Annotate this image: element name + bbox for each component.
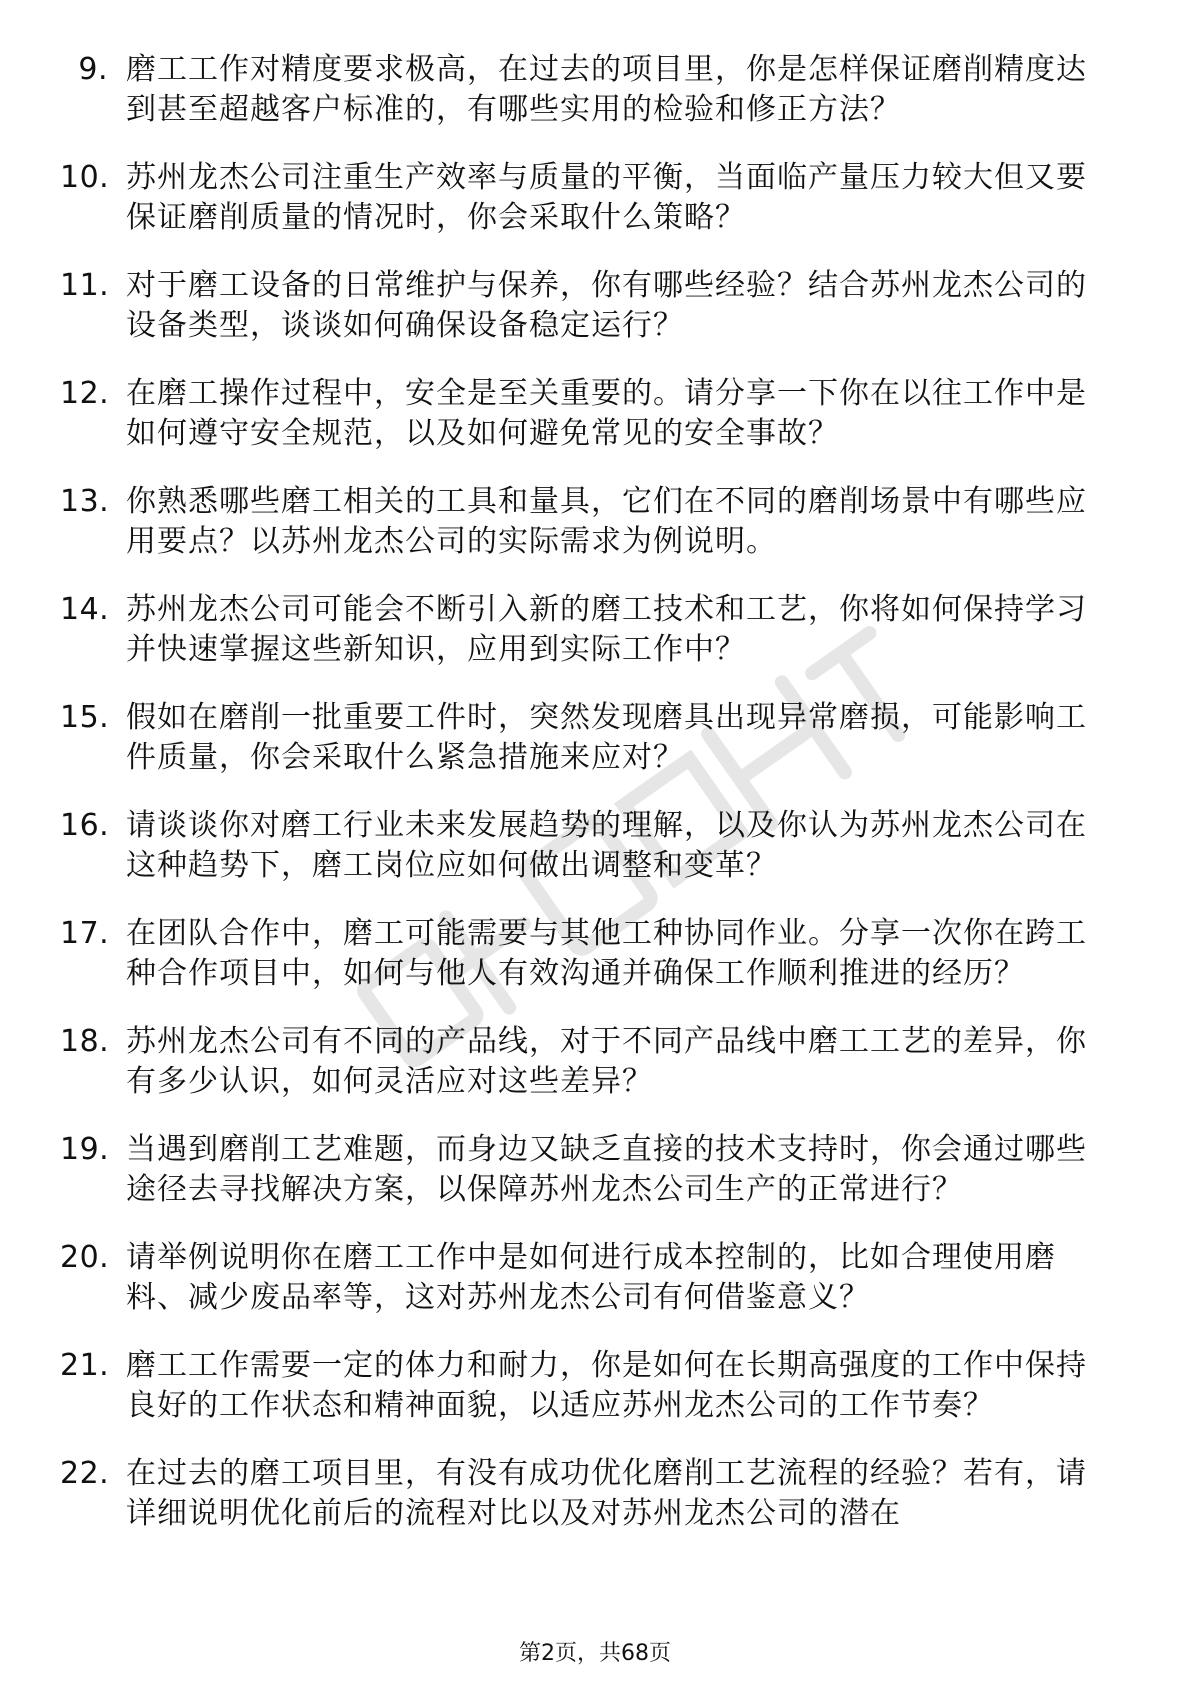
question-text: 请举例说明你在磨工工作中是如何进行成本控制的，比如合理使用磨料、减少废品率等，这对苏州龙杰公司有何借鉴意义？ [126,1240,1056,1315]
list-item [0,1130,1190,1210]
question-number: 16. [60,808,110,843]
question-number: 13. [60,484,110,519]
list-item [0,158,1190,238]
list-item [0,590,1190,670]
question-number: 17. [60,916,110,951]
list-item [0,806,1190,886]
question-text: 在磨工操作过程中，安全是至关重要的。请分享一下你在以往工作中是如何遵守安全规范，以及如何避免常见的安全事故？ [126,376,1087,451]
list-item [0,1238,1190,1318]
question-text: 苏州龙杰公司注重生产效率与质量的平衡，当面临产量压力较大但又要保证磨削质量的情况时，你会采取什么策略？ [126,160,1087,235]
question-number: 18. [60,1024,110,1059]
question-text: 磨工工作需要一定的体力和耐力，你是如何在长期高强度的工作中保持良好的工作状态和精神面貌，以适应苏州龙杰公司的工作节奏？ [126,1348,1087,1423]
question-text: 你熟悉哪些磨工相关的工具和量具，它们在不同的磨削场景中有哪些应用要点？以苏州龙杰公司的实际需求为例说明。 [126,484,1087,559]
list-item [0,482,1190,562]
question-number: 19. [60,1132,110,1167]
question-text: 在过去的磨工项目里，有没有成功优化磨削工艺流程的经验？若有，请详细说明优化前后的流程对比以及对苏州龙杰公司的潜在 [126,1456,1087,1531]
list-item [0,50,1190,130]
question-number: 10. [60,160,110,195]
question-text: 磨工工作对精度要求极高，在过去的项目里，你是怎样保证磨削精度达到甚至超越客户标准的，有哪些实用的检验和修正方法？ [126,52,1087,127]
question-text: 对于磨工设备的日常维护与保养，你有哪些经验？结合苏州龙杰公司的设备类型，谈谈如何确保设备稳定运行？ [126,268,1087,343]
list-item [0,1454,1190,1534]
list-item [0,698,1190,778]
question-text: 苏州龙杰公司有不同的产品线，对于不同产品线中磨工工艺的差异，你有多少认识，如何灵活应对这些差异？ [126,1024,1087,1099]
question-list [0,50,1190,1562]
list-item [0,374,1190,454]
question-number: 20. [60,1240,110,1275]
question-text: 假如在磨削一批重要工件时，突然发现磨具出现异常磨损，可能影响工件质量，你会采取什么紧急措施来应对？ [126,700,1087,775]
question-text: 苏州龙杰公司可能会不断引入新的磨工技术和工艺，你将如何保持学习并快速掌握这些新知识，应用到实际工作中？ [126,592,1087,667]
list-item [0,1022,1190,1102]
question-text: 在团队合作中，磨工可能需要与其他工种协同作业。分享一次你在跨工种合作项目中，如何与他人有效沟通并确保工作顺利推进的经历？ [126,916,1087,991]
list-item [0,914,1190,994]
question-number: 9. [78,52,108,87]
question-number: 12. [60,376,110,411]
list-item [0,266,1190,346]
question-number: 15. [60,700,110,735]
question-text: 请谈谈你对磨工行业未来发展趋势的理解，以及你认为苏州龙杰公司在这种趋势下，磨工岗位应如何做出调整和变革？ [126,808,1087,883]
question-number: 21. [60,1348,110,1383]
question-number: 11. [60,268,110,303]
question-number: 22. [60,1456,110,1491]
question-number: 14. [60,592,110,627]
list-item [0,1346,1190,1426]
page-footer: 第2页，共68页 [519,1641,671,1666]
question-text: 当遇到磨削工艺难题，而身边又缺乏直接的技术支持时，你会通过哪些途径去寻找解决方案，以保障苏州龙杰公司生产的正常进行？ [126,1132,1087,1207]
